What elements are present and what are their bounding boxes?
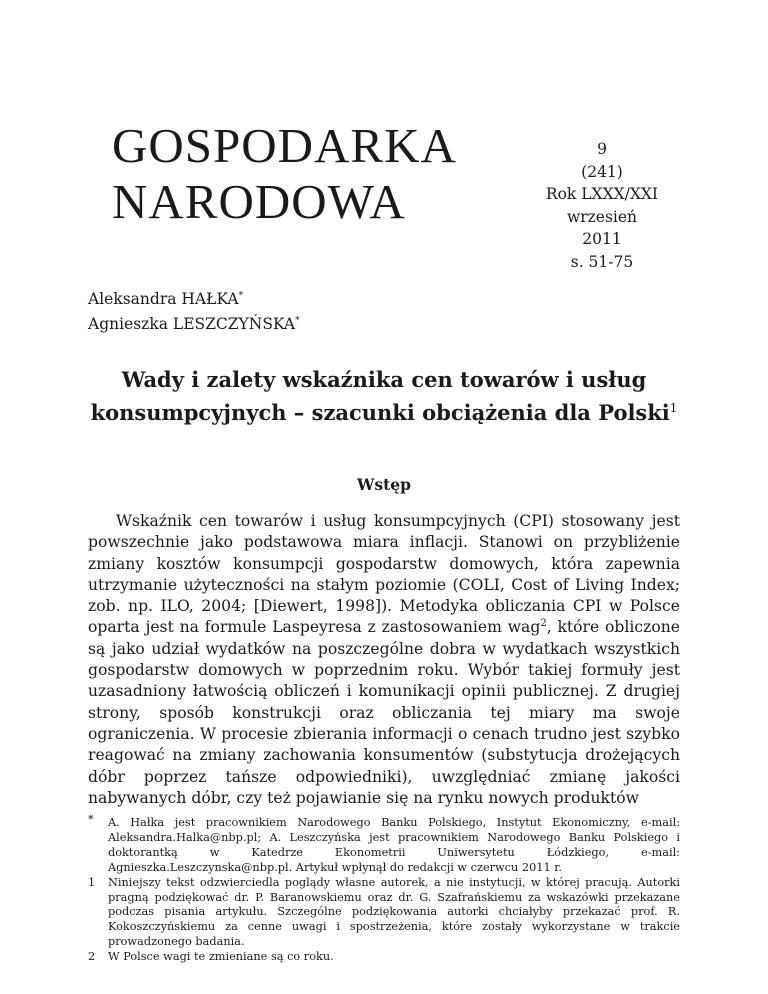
- article-title-line-1: Wady i zalety wskaźnika cen towarów i usług: [121, 367, 647, 392]
- body-paragraph: [88, 511, 680, 809]
- author-last-name: LESZCZYŃSKA: [172, 315, 296, 334]
- journal-title-line-1: GOSPODARKA: [112, 118, 457, 173]
- author: [88, 310, 300, 335]
- issue-year: 2011: [582, 230, 622, 248]
- body-text-part-2: , które obliczone są jako udział wydatków na poszczególne dobra w wydatkach wszystkich gospodarstw domowych w poprzednim roku. Wybór takiej formuły jest uzasadniony łatwością obliczeń i komunikacji opinii publicznej. Z drugiej strony, sposób konstrukcji oraz obliczania tej miary ma swoje ograniczenia. W procesie zbierania informacji o cenach trudno jest szybko reagować na zmiany zachowania konsumentów (substytucja drożejących dóbr poprzez tańsze odpowiedniki), uwzględniać zmianę jakości nabywanych dóbr, czy też pojawianie się na rynku nowych produktów: [88, 618, 680, 807]
- footnote-text: Niniejszy tekst odzwierciedla poglądy własne autorek, a nie instytucji, w której pracują. Autorki pragną podziękować dr. P. Baranowskiemu oraz dr. G. Szafrańskiemu za wskazówki przekazane podczas pisania artykułu. Szczególne podziękowania autorki chciałyby przekazać prof. R. Kokoszczyńskiemu za cenne uwagi i spostrzeżenia, które zostały wykorzystane w trakcie prowadzonego badania.: [108, 875, 680, 949]
- footnote-reference: 2: [540, 618, 547, 630]
- author-first-name: Agnieszka: [88, 315, 168, 334]
- footnote: [88, 876, 680, 951]
- author: [88, 285, 300, 310]
- footnote-text: A. Hałka jest pracownikiem Narodowego Banku Polskiego, Instytut Ekonomiczny, e-mail: Aleksandra.Halka@nbp.pl; A. Leszczyńska jest pracownikiem Narodowego Banku Polskiego i doktorantką w Katedrze Ekonometrii Uniwersytetu Łódzkiego, e-mail: Agnieszka.Leszczynska@nbp.pl. Artykuł wpłynął do redakcji w czerwcu 2011 r.: [108, 816, 680, 874]
- author-footnote-mark: *: [238, 291, 244, 301]
- footnote-mark: 2: [88, 950, 96, 964]
- issue-pages: s. 51-75: [570, 252, 634, 271]
- issue-number: 9: [597, 140, 607, 158]
- issue-info: [542, 138, 662, 273]
- section-heading: Wstęp: [357, 475, 411, 494]
- footnote-mark: *: [88, 813, 94, 826]
- issue-month: wrzesień: [566, 207, 638, 226]
- footnote-text: W Polsce wagi te zmieniane są co roku.: [108, 950, 334, 964]
- issue-year-label: Rok LXXX/XXI: [545, 185, 659, 203]
- footnote: [88, 950, 680, 965]
- footnote-mark: 1: [88, 875, 96, 889]
- body-text-part-1: Wskaźnik cen towarów i usług konsumpcyjnych (CPI) stosowany jest powszechnie jako podstawowa miara inflacji. Stanowi on przybliżenie zmiany kosztów konsumpcji gospodarstw domowych, która zapewnia utrzymanie użyteczności na stałym poziomie (COLI, Cost of Living Index; zob. np. ILO, 2004; [Diewert, 1998]). Metodyka obliczania CPI w Polsce oparta jest na formule Laspeyresa z zastosowaniem wag: [88, 512, 680, 637]
- author-first-name: Aleksandra: [88, 290, 177, 309]
- journal-title: [112, 118, 512, 230]
- journal-title-line-2: NARODOWA: [112, 174, 406, 229]
- author-last-name: HAŁKA: [181, 290, 239, 309]
- title-footnote-mark: 1: [669, 401, 678, 415]
- author-footnote-mark: *: [295, 316, 300, 327]
- issue-cumulative-number: (241): [581, 162, 623, 181]
- article-title-line-2: konsumpcyjnych – szacunki obciążenia dla Polski: [90, 400, 670, 425]
- article-title: [88, 366, 680, 427]
- footnote: [88, 813, 680, 876]
- footnotes: [88, 813, 680, 965]
- author-list: [88, 285, 300, 335]
